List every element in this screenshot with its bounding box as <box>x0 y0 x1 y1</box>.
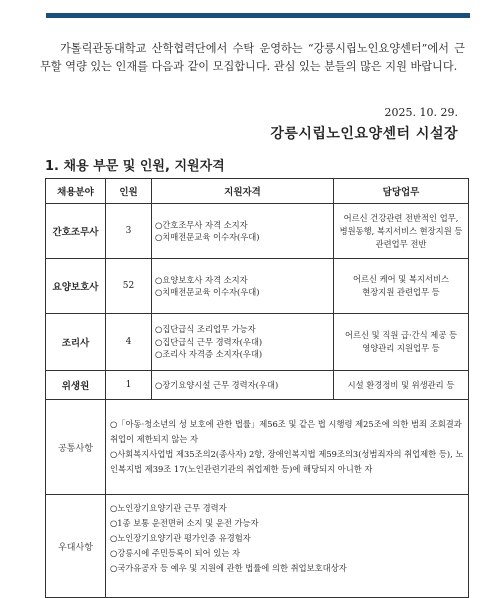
preference-item: ○1종 보통 운전면허 소지 및 운전 가능자 <box>110 518 259 528</box>
qualification-item: ○장기요양시설 근무 경력자(우대) <box>155 379 279 390</box>
qualification-item: ○치매전문교육 이수자(우대) <box>155 287 260 297</box>
job-duties <box>334 204 469 259</box>
common-requirements <box>106 400 469 495</box>
preference-item: ○노인장기요양기관 근무 경력자 <box>110 503 227 513</box>
job-duties <box>334 314 469 371</box>
qualification-item: ○집단급식 조리업무 가능자 <box>155 324 256 335</box>
common-label: 공통사항 <box>46 400 106 495</box>
intro-paragraph <box>40 40 465 76</box>
header-qualifications: 지원자격 <box>152 179 334 204</box>
header-count: 인원 <box>106 179 152 204</box>
job-qualifications <box>152 314 334 371</box>
qualification-item: ○치매전문교육 이수자(우대) <box>155 232 260 242</box>
duty-line: 어르신 건강관련 전반적인 업무, <box>343 212 459 223</box>
job-qualifications <box>152 204 334 259</box>
recruitment-table <box>45 178 469 598</box>
common-item: ○사회복지사업법 제35조의2(종사자) 2항, 장애인복지법 제59조의3(성범죄자의 취업제한 등), 노인복지법 제39조 17(노인관련기관의 취업제한 등)에 해당되지 아니한 자 <box>110 449 464 474</box>
duty-line: 병원동행, 복지서비스 현장지원 등 <box>339 225 463 236</box>
table-row <box>46 371 469 400</box>
job-duties <box>334 259 469 314</box>
duty-line: 어르신 및 직원 급·간식 제공 등 <box>344 330 457 340</box>
table-header-row <box>46 179 469 204</box>
job-duties <box>334 371 469 400</box>
duty-line: 관련업무 전반 <box>375 238 427 249</box>
intro-text: 가톨릭관동대학교 산학협력단에서 수탁 운영하는 “강릉시립노인요양센터”에서 근무할 역량 있는 인재를 다음과 같이 모집합니다. 관심 있는 분들의 많은 지원 바랍니다. <box>40 42 465 73</box>
signer-name: 강릉시립노인요양센터 시설장 <box>270 126 458 142</box>
qualification-item: ○집단급식 근무 경력자(우대) <box>155 336 263 347</box>
preference-item: ○노인장기요양기관 평가인증 유경험자 <box>110 533 251 543</box>
header-duties: 담당업무 <box>334 179 469 204</box>
common-item: ○「아동·청소년의 성 보호에 관한 법률」제56조 및 같은 법 시행령 제25조에 의한 범죄 조회결과 취업이 제한되지 않는 자 <box>110 419 462 444</box>
common-requirements-row <box>46 400 469 495</box>
duty-line: 현장지원 관련업무 등 <box>362 287 440 297</box>
job-field: 요양보호사 <box>46 259 106 314</box>
table-row <box>46 259 469 314</box>
qualification-item: ○조리사 자격증 소지자(우대) <box>155 349 263 360</box>
job-count: 4 <box>106 314 152 371</box>
table-row <box>46 204 469 259</box>
header-field: 채용분야 <box>46 179 106 204</box>
preferences-label: 우대사항 <box>46 495 106 598</box>
job-qualifications <box>152 371 334 400</box>
preferences-row <box>46 495 469 598</box>
section-title: 1. 채용 부문 및 인원, 지원자격 <box>45 159 225 174</box>
job-field: 간호조무사 <box>46 204 106 259</box>
preferences <box>106 495 469 598</box>
qualification-item: ○요양보호사 자격 소지자 <box>155 274 248 285</box>
job-field: 위생원 <box>46 371 106 400</box>
qualification-item: ○간호조무사 자격 소지자 <box>155 219 248 230</box>
notice-date: 2025. 10. 29. <box>384 106 458 119</box>
duty-line: 시설 환경정비 및 위생관리 등 <box>347 379 455 390</box>
duty-line: 영양관리 지원업무 등 <box>362 343 440 353</box>
duty-line: 어르신 케어 및 복지서비스 <box>352 274 450 284</box>
preference-item: ○강릉시에 주민등록이 되어 있는 자 <box>110 548 240 558</box>
job-count: 1 <box>106 371 152 400</box>
job-count: 3 <box>106 204 152 259</box>
job-field: 조리사 <box>46 314 106 371</box>
preference-item: ○국가유공자 등 예우 및 지원에 관한 법률에 의한 취업보호대상자 <box>110 563 347 573</box>
header-bar <box>46 13 470 18</box>
job-qualifications <box>152 259 334 314</box>
job-count: 52 <box>106 259 152 314</box>
table-row <box>46 314 469 371</box>
